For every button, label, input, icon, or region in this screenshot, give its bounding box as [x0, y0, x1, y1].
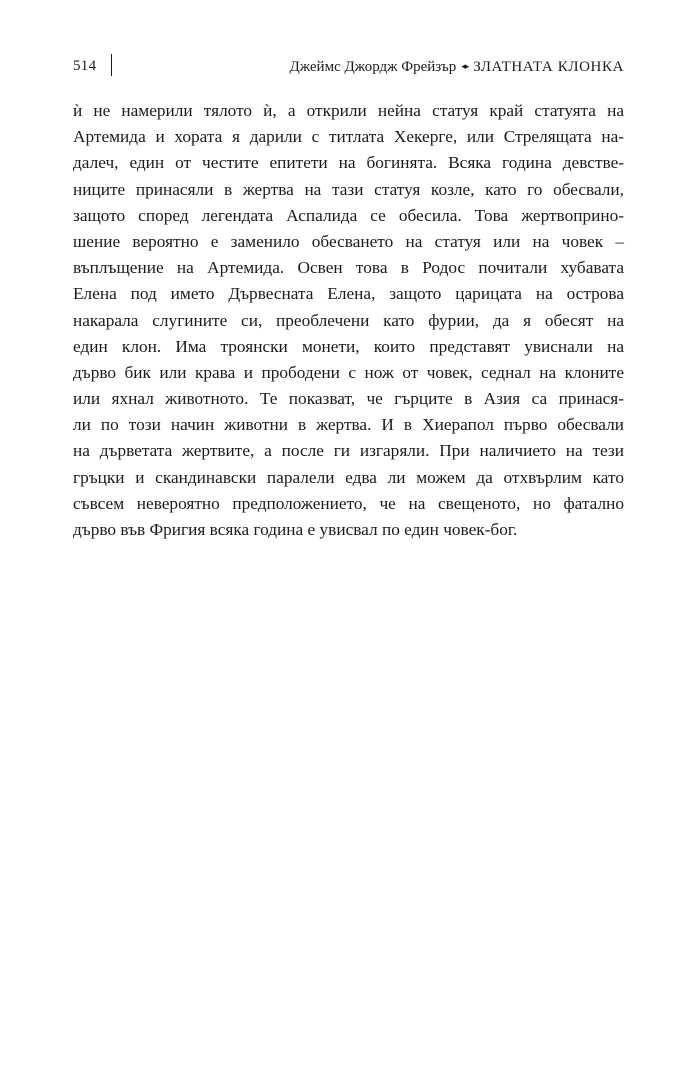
text-line: или яхнал животното. Те показват, че гърците в Азия са принася-	[73, 389, 624, 409]
text-line: шение вероятно е заменило обесването на статуя или на човек –	[73, 231, 624, 251]
text-line: защото според легендата Аспалида се обесила. Това жертвоприно-	[73, 205, 624, 225]
text-line-last: дърво във Фригия всяка година е увисвал по един човек-бог.	[73, 520, 518, 539]
header-right	[290, 56, 625, 77]
book-title: ЗЛАТНАТА КЛОНКА	[473, 59, 624, 75]
text-line: ниците принасяли в жертва на тази статуя козле, като го обесвали,	[73, 179, 624, 199]
author-name: Джеймс Джордж Фрейзър	[289, 59, 457, 75]
text-line: ли по този начин животни в жертва. И в Хиерапол първо обесвали	[73, 415, 624, 435]
text-line: въплъщение на Артемида. Освен това в Родос почитали хубавата	[73, 258, 624, 278]
text-line: дърво бик или крава и прободени с нож от човек, седнал на клоните	[73, 362, 624, 382]
text-line: накарала слугините си, преоблечени като фурии, да я обесят на	[73, 310, 624, 330]
text-line: съвсем невероятно предположението, че на свещеното, но фатално	[73, 493, 624, 513]
text-line: гръцки и скандинавски паралели едва ли можем да отхвърлим като	[73, 467, 624, 487]
page-number: 514	[73, 58, 97, 74]
text-line: ѝ не намерили тялото ѝ, а открили нейна статуя край статуята на	[73, 101, 624, 120]
body-text	[73, 98, 624, 543]
text-line: един клон. Има троянски монети, които представят увиснали на	[73, 336, 624, 356]
text-line: на дърветата жертвите, а после ги изгаряли. При наличието на тези	[73, 441, 624, 461]
header-separator-icon: ◂▸	[461, 61, 469, 71]
text-line: далеч, един от честите епитети на богинята. Всяка година девстве-	[73, 153, 624, 173]
running-header	[73, 56, 624, 76]
folio-divider	[111, 54, 112, 76]
text-line: Елена под името Дървесната Елена, защото царицата на острова	[73, 284, 624, 304]
text-line: Артемида и хората я дарили с титлата Хекерге, или Стрелящата на-	[73, 127, 624, 147]
